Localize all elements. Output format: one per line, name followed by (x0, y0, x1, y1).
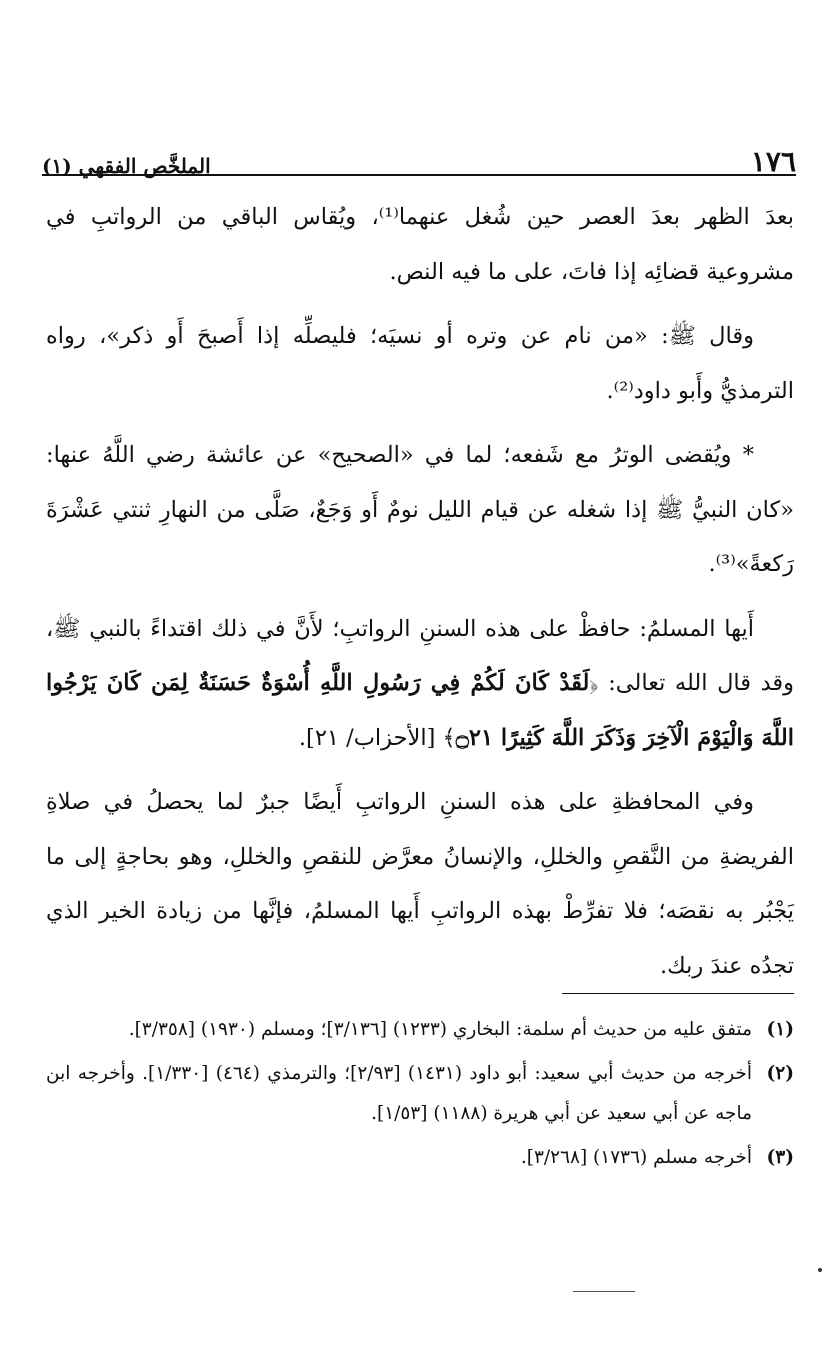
body-text (46, 190, 794, 1003)
running-title: الملخَّص الفقهي (١) (42, 154, 211, 178)
paragraph-2: وقال ﷺ: «من نام عن وتره أو نسيَه؛ فليصلِّه إذا أَصبحَ أَو ذكر»، رواه الترمذيُّ وأَبو داود⁽²⁾. (46, 323, 794, 404)
paragraph-3: * ويُقضى الوترُ مع شَفعه؛ لما في «الصحيح» عن عائشة رضي اللَّهُ عنها: «كان النبيُّ ﷺ إذا شغله عن قيام الليل نومٌ أَو وَجَعٌ، صَلَّى من النهارِ ثنتي عَشْرَةَ رَكعةً»⁽³⁾. (46, 442, 794, 577)
footnotes (46, 1010, 794, 1182)
page-header (42, 128, 796, 176)
margin-mark (818, 1268, 822, 1272)
footnote-2 (46, 1054, 794, 1134)
paragraph-1: بعدَ الظهر بعدَ العصر حين شُغل عنهما⁽¹⁾، ويُقاس الباقي من الرواتبِ في مشروعية قضائِه إذا فاتَ، على ما فيه النص. (46, 204, 794, 285)
footnote-text: أخرجه من حديث أبي سعيد: أبو داود (١٤٣١) [٢/٩٣]؛ والترمذي (٤٦٤) [١/٣٣٠]. وأخرجه ابن ماجه عن أبي سعيد عن أبي هريرة (١١٨٨) [١/٥٣]. (46, 1063, 752, 1124)
paragraph-5: وفي المحافظةِ على هذه السننِ الرواتبِ أَيضًا جبرٌ لما يحصلُ في صلاةِ الفريضةِ من النَّقصِ والخللِ، والإنسانُ معرَّض للنقصِ والخللِ، وهو بحاجةٍ إلى ما يَجْبُر به نقصَه؛ فلا تفرِّطْ بهذه الرواتبِ أَيها المسلمُ، فإنَّها من زيادة الخير الذي تجدُه عندَ ربك. (46, 789, 794, 979)
footnote-separator (562, 993, 794, 994)
bottom-rule (573, 1291, 635, 1292)
paragraph-4-intro: أَيها المسلمُ: حافظْ على هذه السننِ الرواتبِ؛ لأَنَّ في ذلك اقتداءً بالنبي ﷺ، وقد قال الله تعالى: ﴿ (46, 615, 795, 696)
page-number: ١٧٦ (750, 145, 796, 178)
quran-verse: لَقَدْ كَانَ لَكُمْ فِي رَسُولِ اللَّهِ أُسْوَةٌ حَسَنَةٌ لِمَن كَانَ يَرْجُوا اللَّهَ وَالْيَوْمَ الْآخِرَ وَذَكَرَ اللَّهَ كَثِيرًا ۝٢١ (46, 670, 794, 751)
footnote-1 (46, 1010, 794, 1050)
header-rule (42, 174, 796, 176)
footnote-text: متفق عليه من حديث أم سلمة: البخاري (١٢٣٣) [٣/١٣٦]؛ ومسلم (١٩٣٠) [٣/٣٥٨]. (128, 1019, 752, 1040)
footnote-number: (١) (766, 1019, 794, 1040)
paragraph-4 (46, 602, 794, 766)
footnote-number: (٣) (766, 1147, 794, 1168)
footnote-text: أخرجه مسلم (١٧٣٦) [٣/٢٦٨]. (520, 1147, 752, 1168)
footnote-3 (46, 1138, 794, 1178)
footnote-number: (٢) (766, 1063, 794, 1084)
verse-reference: ﴾ [الأحزاب/ ٢١]. (298, 724, 456, 751)
